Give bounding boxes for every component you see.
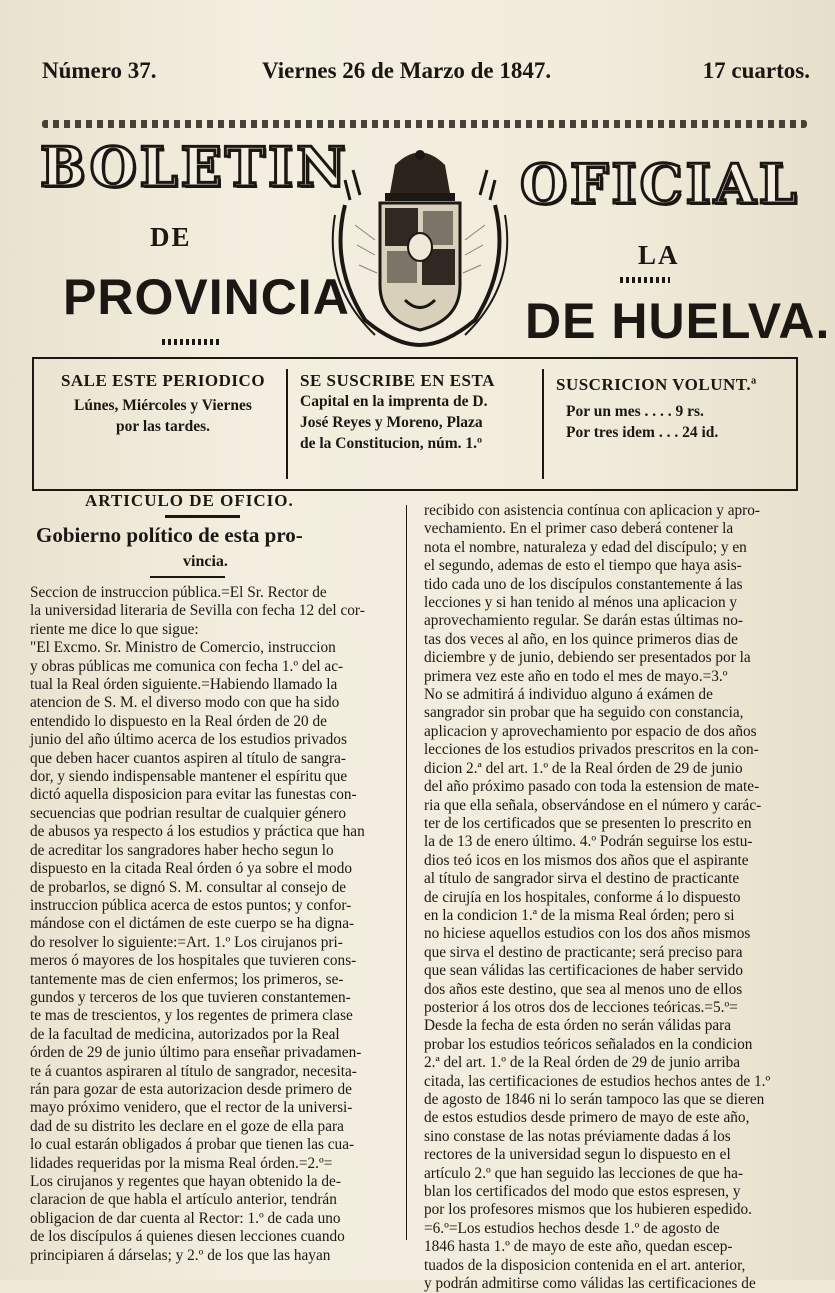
masthead-huelva: DE HUELVA. <box>525 293 831 349</box>
coat-of-arms-emblem <box>325 145 515 350</box>
subscription-prices <box>548 359 800 489</box>
issue-header <box>40 58 810 98</box>
section-heading: ARTICULO DE OFICIO. <box>85 491 294 510</box>
masthead-word-oficial: OFICIAL <box>520 152 800 216</box>
price-line: Por un mes . . . . 9 rs. <box>566 403 704 420</box>
location-title: SE SUSCRIBE EN ESTA <box>300 371 495 390</box>
masthead-la: LA <box>638 240 680 270</box>
masthead-de: DE <box>150 222 192 252</box>
title-rule <box>150 576 225 578</box>
subscription-location <box>292 359 556 489</box>
column-1-text: Seccion de instruccion pública.=El Sr. Rector de la universidad literaria de Sevilla con fecha 12 del cor- riente me dice lo que sigue: "El Excmo. Sr. Ministro de Comercio, instruccion y obras públicas me comunica con fecha 1.º del ac- tual la Real órden siguiente.=Habiendo llamado la atencion de S. M. el diverso modo con que ha sido entendido lo dispuesto en la Real órden de 20 de junio del año último acerca de los estudios privados que deben hacer cuantos aspiren al título de sangra- dor, y siendo indispensable mantener el espíritu que dictó aquella disposicion para evitar las funestas con- secuencias que podrian resultar de cualquier género de abusos ya respecto á los estudios y práctica que han de acreditar los sangradores haber hecho segun lo dispuesto en la citada Real órden ó ya sobre el modo de probarlos, se dignó S. M. consultar al consejo de instruccion pública acerca de estos puntos; y confor- mándose con el dictámen de este cuerpo se ha digna- do resolver lo siguiente:=Art. 1.º Los cirujanos pri- meros ó mayores de los hospitales que tuvieren cons- tantemente mas de cien enfermos; los primeros, se- gundos y terceros de los que tuvieren constantemen- te mas de trescientos, y los regentes de primera clase de la facultad de medicina, autorizados por la Real órden de 29 de junio último para enseñar privadamen- te á cuantos aspiraren al título de sangrador, necesita- rán para gozar de esta autorizacion desde primero de mayo próximo venidero, que el rector de la universi- dad de su distrito les declare en el goze de ella para lo cual estarán obligados á probar que tienen las cua- lidades requeridas por la misma Real órden.=2.º= Los cirujanos y regentes que hayan obtenido la de- claracion de que habla el artículo anterior, tendrán obligacion de dar cuenta al Rector: 1.º de cada uno de los discípulos á quienes diesen lecciones cuando principiaren á dárselas; y 2.º de los que las hayan <box>30 584 365 1264</box>
masthead-provincia: PROVINCIA <box>63 269 350 325</box>
box-divider <box>286 369 288 479</box>
location-line: de la Constitucion, núm. 1.º <box>300 435 483 452</box>
column-divider <box>406 505 407 1240</box>
ornament-dashes <box>162 339 222 345</box>
location-line: José Reyes y Moreno, Plaza <box>300 414 483 431</box>
article-title-cont: vincia. <box>183 553 228 570</box>
schedule-line: por las tardes. <box>115 418 210 435</box>
article-column-1 <box>30 584 398 1264</box>
issue-price: 17 cuartos. <box>702 58 810 83</box>
decorative-chain-border <box>42 120 807 128</box>
subscription-info-box <box>32 357 798 491</box>
article-title: Gobierno político de esta pro- <box>36 523 303 547</box>
publication-schedule <box>34 359 292 489</box>
box-divider <box>542 369 544 479</box>
issue-date: Viernes 26 de Marzo de 1847. <box>262 58 552 83</box>
schedule-title: SALE ESTE PERIODICO <box>60 371 266 390</box>
location-line: Capital en la imprenta de D. <box>300 393 488 410</box>
ornament-dashes-right <box>620 277 670 283</box>
masthead-word-boletin: BOLETIN <box>40 135 349 199</box>
schedule-line: Lúnes, Miércoles y Viernes <box>74 397 252 414</box>
price-line: Por tres idem . . . 24 id. <box>566 424 719 441</box>
heading-rule <box>165 515 240 518</box>
issue-number: Número 37. <box>42 58 157 83</box>
article-column-2 <box>424 502 776 1293</box>
column-2-text: recibido con asistencia contínua con aplicacion y apro- vechamiento. En el primer caso deberá contener la nota el nombre, naturaleza y edad del discípulo; y en el segundo, ademas de esto el tiempo que haya asis- tido cada uno de los discípulos constantemente á las lecciones y si han tenido al ménos una aplicacion y aprovechamiento regular. Se darán estas últimas no- tas dos veces al año, en los quince primeros dias de diciembre y de junio, debiendo ser presentados por la primera vez este año en todo el mes de mayo.=3.º No se admitirá á individuo alguno á exámen de sangrador sin probar que ha seguido con constancia, aplicacion y aprovechamiento por espacio de dos años lecciones de los estudios privados prescritos en la con- dicion 2.ª del art. 1.º de la Real órden de 29 de junio del año próximo pasado con toda la estension de mate- ria que ella señala, observándose en el número y carác- ter de los certificados que se presenten lo prescrito en la de 13 de enero último. 4.º Podrán seguirse los estu- dios teó icos en los mismos dos años que el aspirante al título de sangrador sirva el destino de practicante de cirujía en los hospitales, conforme á lo dispuesto en la condicion 1.ª de la misma Real órden; pero si no hiciese aquellos estudios con los dos años mismos que sirva el destino de practicante; será preciso para que sean válidas las certificaciones de haber servido dos años este destino, que sea al menos uno de ellos posterior á los otros dos de lecciones teóricas.=5.º= Desde la fecha de esta órden no serán válidas para probar los estudios teóricos señalados en la condicion 2.ª del art. 1.º de la Real órden de 29 de junio arriba citada, las certificaciones de estudios hechos antes de 1.º de agosto de 1846 ni lo serán tampoco las que se dieren de estos estudios desde primero de mayo de este año, sino constase de las notas préviamente dadas á los rectores de la universidad segun lo dispuesto en el artículo 2.º que han seguido las lecciones de que ha- blan los certificados del modo que estos espresen, y por los profesores mismos que los hubieren espedido. =6.º=Los estudios hechos desde 1.º de agosto de 1846 hasta 1.º de mayo de este año, quedan escep- tuados de la disposicion contenida en el art. anterior, y podrán admitirse como válidas las certificaciones de <box>424 502 771 1293</box>
prices-title: SUSCRICION VOLUNT.ª <box>556 375 757 394</box>
